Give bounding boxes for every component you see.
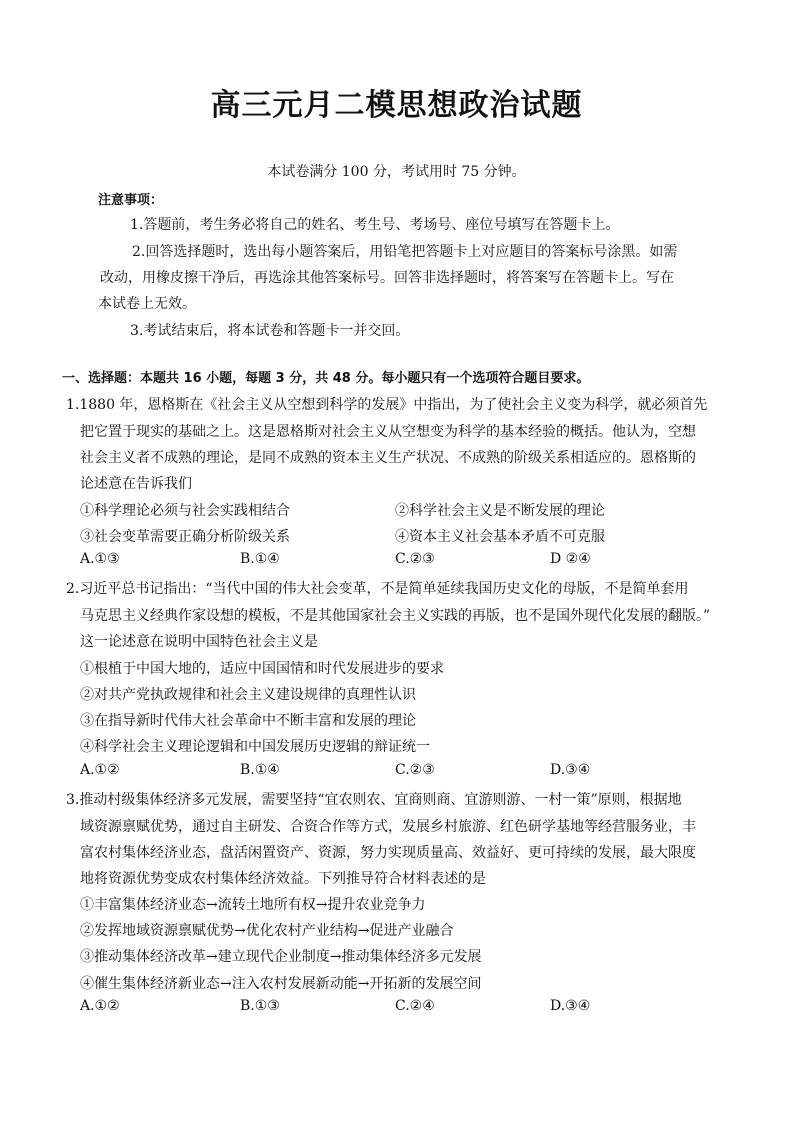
question-stem-line: 马克思主义经典作家设想的模板，不是其他国家社会主义实践的再版，也不是国外现代化发展的翻版。” [80,608,711,624]
notice-line: 改动，用橡皮擦干净后，再选涂其他答案标号。回答非选择题时，将答案写在答题卡上。写在 [100,270,674,286]
question-option: ①科学理论必须与社会实践相结合 [80,503,290,519]
question-stem-line: 2.习近平总书记指出：“当代中国的伟大社会变革，不是简单延续我国历史文化的母版，不是简单套用 [66,581,689,597]
answer-choice: D ②④ [550,551,591,567]
question-option: ④科学社会主义理论逻辑和中国发展历史逻辑的辩证统一 [80,739,430,755]
answer-choice: A.①② [80,762,120,778]
question-stem-line: 富农村集体经济业态，盘活闲置资产、资源，努力实现质量高、效益好、更可持续的发展，最大限度 [80,845,696,861]
answer-choice: C.②④ [395,998,435,1014]
question-option: ③推动集体经济改革→建立现代企业制度→推动集体经济多元发展 [80,949,482,965]
question-stem-line: 社会主义者不成熟的理论，是同不成熟的资本主义生产状况、不成熟的阶级关系相适应的。恩格斯的 [80,450,696,466]
question-option: ①根植于中国大地的，适应中国国情和时代发展进步的要求 [80,661,444,677]
answer-choice: B.①④ [240,762,280,778]
question-option: ④资本主义社会基本矛盾不可克服 [395,529,605,545]
question-stem-line: 地将资源优势变成农村集体经济效益。下列推导符合材料表述的是 [80,871,486,887]
notice-line: 本试卷上无效。 [98,296,196,312]
notice-line: 1.答题前，考生务必将自己的姓名、考生号、考场号、座位号填写在答题卡上。 [130,217,620,233]
question-option: ②发挥地域资源禀赋优势→优化农村产业结构→促进产业融合 [80,923,454,939]
question-option: ②科学社会主义是不断发展的理论 [395,503,605,519]
question-stem-line: 域资源禀赋优势，通过自主研发、合资合作等方式，发展乡村旅游、红色研学基地等经营服务业，丰 [80,819,696,835]
question-stem-line: 论述意在告诉我们 [80,476,192,492]
exam-info: 本试卷满分 100 分，考试用时 75 分钟。 [267,164,526,180]
question-stem-line: 3.推动村级集体经济多元发展，需要坚持“宜农则农、宜商则商、宜游则游、一村一策”原则，根据地 [66,792,682,808]
question-stem-line: 1.1880 年，恩格斯在《社会主义从空想到科学的发展》中指出，为了使社会主义变为科学，就必须首先 [66,397,708,413]
notice-line: 3.考试结束后，将本试卷和答题卡一并交回。 [130,323,410,339]
notice-heading: 注意事项： [98,193,164,208]
notice-line: 2.回答选择题时，选出每小题答案后，用铅笔把答题卡上对应题目的答案标号涂黑。如需 [132,244,678,260]
answer-choice: A.①③ [80,551,120,567]
question-stem-line: 这一论述意在说明中国特色社会主义是 [80,634,318,650]
page-title: 高三元月二模思想政治试题 [210,88,583,123]
question-option: ①丰富集体经济业态→流转土地所有权→提升农业竞争力 [80,897,426,913]
answer-choice: D.③④ [550,762,591,778]
question-option: ②对共产党执政规律和社会主义建设规律的真理性认识 [80,687,416,703]
answer-choice: C.②③ [395,551,435,567]
answer-choice: D.③④ [550,998,591,1014]
section-heading: 一、选择题：本题共 16 小题，每题 3 分，共 48 分。每小题只有一个选项符合题目要求。 [62,371,590,386]
question-stem-line: 把它置于现实的基础之上。这是恩格斯对社会主义从空想变为科学的基本经验的概括。他认为，空想 [80,424,696,440]
question-option: ③在指导新时代伟大社会革命中不断丰富和发展的理论 [80,713,416,729]
answer-choice: C.②③ [395,762,435,778]
answer-choice: B.①③ [240,998,280,1014]
answer-choice: B.①④ [240,551,280,567]
question-option: ③社会变革需要正确分析阶级关系 [80,529,290,545]
answer-choice: A.①② [80,998,120,1014]
question-option: ④催生集体经济新业态→注入农村发展新动能→开拓新的发展空间 [80,976,482,992]
